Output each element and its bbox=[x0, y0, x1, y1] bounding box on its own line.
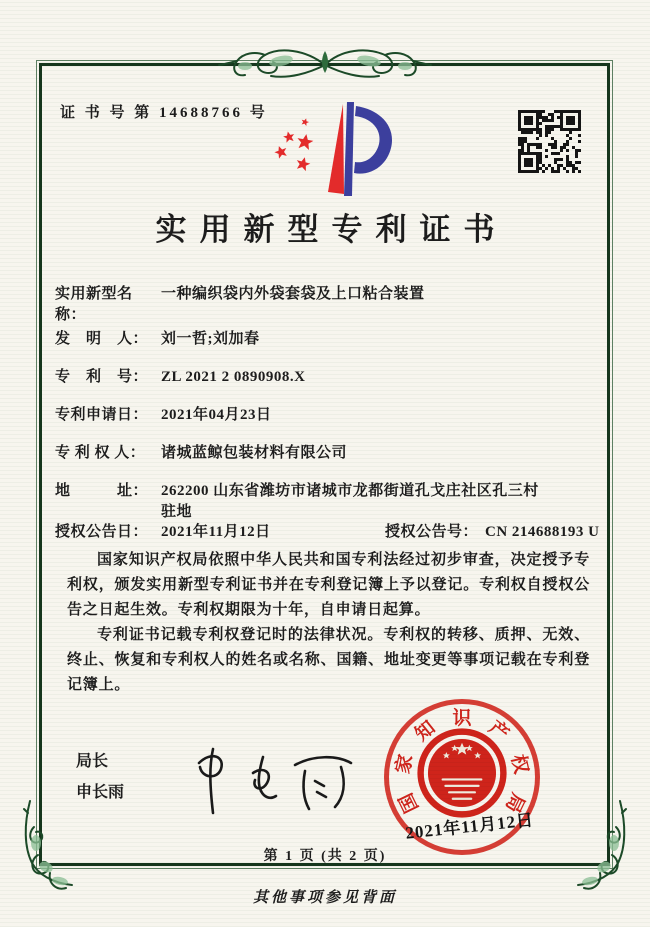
dragon-scroll-ornament-icon bbox=[217, 39, 433, 87]
seal-ring-char: 产 bbox=[484, 717, 513, 746]
signer-title: 局长 bbox=[76, 753, 109, 770]
certificate-number: 证 书 号 第 14688766 号 bbox=[60, 105, 268, 121]
field-label: 实用新型名称： bbox=[55, 286, 133, 323]
certificate-title: 实用新型专利证书 bbox=[155, 212, 508, 247]
field-value: 262200 山东省潍坊市诸城市龙都街道孔戈庄社区孔三村 bbox=[161, 483, 539, 499]
field-inventor bbox=[55, 329, 608, 350]
statutory-paragraph-1: 国家知识产权局依照中华人民共和国专利法经过初步审查，决定授予专利权，颁发实用新型专利证书并在专利登记簿上予以登记。专利权自授权公告之日起生效。专利权期限为十年，自申请日起算。 bbox=[67, 552, 590, 618]
seal-ring-char: 局 bbox=[500, 789, 529, 816]
back-note: 其他事项参见背面 bbox=[252, 890, 397, 906]
national-emblem-icon bbox=[416, 726, 508, 820]
seal-ring-char: 国 bbox=[395, 789, 424, 816]
statutory-paragraph-2: 专利证书记载专利权登记时的法律状况。专利权的转移、质押、无效、终止、恢复和专利权人的姓名或名称、国籍、地址变更等事项记载在专利登记簿上。 bbox=[67, 627, 590, 693]
commissioner-signature bbox=[183, 733, 378, 821]
field-value: CN 214688193 U bbox=[485, 524, 600, 540]
field-value: 刘一哲;刘加春 bbox=[161, 331, 260, 347]
field-label: 地 址： bbox=[55, 483, 149, 499]
seal-ring-char: 知 bbox=[411, 717, 440, 746]
field-patent-number bbox=[55, 367, 608, 388]
field-label: 专 利 权 人： bbox=[55, 445, 146, 461]
field-label: 专利申请日： bbox=[55, 407, 149, 423]
page-number: 第 1 页 (共 2 页) bbox=[263, 849, 387, 864]
cnipa-logo-icon bbox=[248, 96, 418, 206]
field-value: 2021年11月12日 bbox=[161, 524, 271, 540]
signer-name: 申长雨 bbox=[76, 784, 125, 801]
statutory-text bbox=[67, 548, 590, 698]
field-patentee bbox=[55, 443, 608, 464]
field-utility-model-name bbox=[55, 284, 608, 326]
field-value: ZL 2021 2 0890908.X bbox=[161, 369, 306, 385]
seal-date: 2021年11月12日 bbox=[404, 810, 535, 843]
field-value: 一种编织袋内外袋套袋及上口粘合装置 bbox=[161, 286, 425, 302]
seal-ring-char: 识 bbox=[452, 708, 472, 729]
qr-code bbox=[518, 110, 581, 173]
field-filing-date bbox=[55, 405, 608, 426]
field-grant-announcement bbox=[55, 522, 608, 543]
signer-block bbox=[76, 746, 124, 808]
field-value: 2021年04月23日 bbox=[161, 407, 272, 423]
field-grant-number bbox=[385, 522, 600, 543]
seal-ring-char: 家 bbox=[392, 752, 418, 776]
field-value: 诸城蓝鲸包装材料有限公司 bbox=[161, 445, 348, 461]
seal-ring-char: 权 bbox=[506, 752, 532, 776]
field-label: 专 利 号： bbox=[55, 369, 149, 385]
field-label: 授权公告日： bbox=[55, 524, 149, 540]
field-value-line2: 驻地 bbox=[161, 504, 193, 520]
field-label: 授权公告号： bbox=[385, 524, 479, 540]
field-label: 发 明 人： bbox=[55, 331, 149, 347]
field-address bbox=[55, 481, 608, 523]
